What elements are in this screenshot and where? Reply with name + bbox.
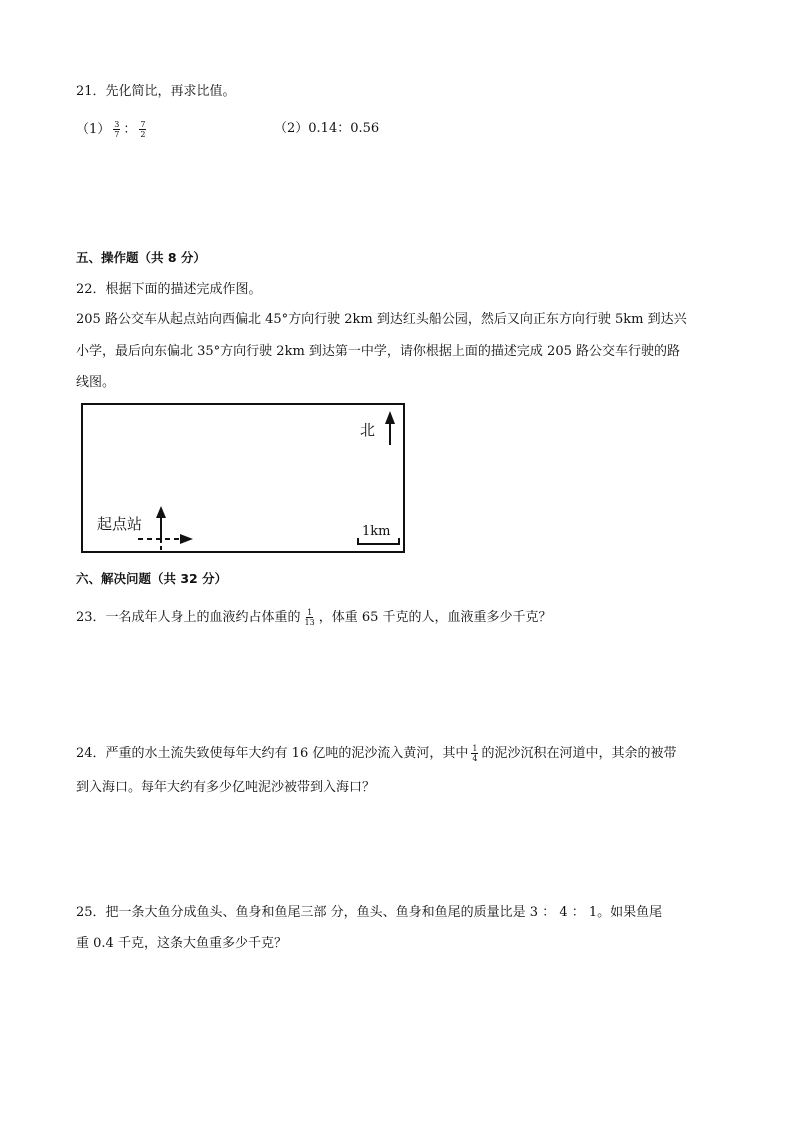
q21-fraction-a: $\frac{3}{7}$ bbox=[114, 120, 120, 139]
section6-title: 六、解决问题（共 32 分） bbox=[76, 571, 228, 586]
start-north-arrow-icon bbox=[156, 506, 166, 518]
q23-fraction: $\frac{1}{13}$ bbox=[304, 608, 315, 627]
q23-text-before: 23．一名成年人身上的血液约占体重的 bbox=[76, 610, 301, 625]
q23-text bbox=[76, 608, 552, 627]
q21-fraction-b: $\frac{7}{2}$ bbox=[140, 120, 146, 139]
route-map-canvas[interactable] bbox=[81, 403, 405, 553]
q24-fraction: $\frac{1}{4}$ bbox=[472, 744, 478, 763]
q21-part1 bbox=[76, 120, 149, 139]
q24-text-after: 的泥沙沉积在河道中，其余的被带 bbox=[481, 746, 677, 761]
north-label: 北 bbox=[360, 421, 376, 439]
q25-line2: 重 0.4 千克，这条大鱼重多少千克？ bbox=[76, 936, 287, 951]
q21-part1-label: （1） bbox=[76, 122, 111, 137]
q22-line3: 线图。 bbox=[76, 375, 116, 390]
start-east-arrow-icon bbox=[180, 534, 193, 544]
q23-text-after: ，体重 65 千克的人，血液重多少千克？ bbox=[318, 610, 552, 625]
scale-label: 1km bbox=[362, 524, 391, 539]
north-arrow-icon bbox=[385, 411, 395, 424]
q21-part2: （2）0.14：0.56 bbox=[274, 121, 380, 136]
q22-title: 22．根据下面的描述完成作图。 bbox=[76, 282, 262, 297]
start-station-label: 起点站 bbox=[97, 515, 143, 533]
q24-text-before: 24．严重的水土流失致使每年大约有 16 亿吨的泥沙流入黄河，其中 bbox=[76, 746, 469, 761]
q24-line2: 到入海口。每年大约有多少亿吨泥沙被带到入海口？ bbox=[76, 780, 376, 795]
q25-line1: 25．把一条大鱼分成鱼头、鱼身和鱼尾三部 分，鱼头、鱼身和鱼尾的质量比是 3 ： 4 ： 1。如果鱼尾 bbox=[76, 905, 663, 920]
q22-line1: 205 路公交车从起点站向西偏北 45°方向行驶 2km 到达红头船公园，然后又向正东方向行驶 5km 到达兴 bbox=[76, 312, 687, 327]
q24-line1 bbox=[76, 744, 676, 763]
q21-title: 21．先化简比，再求比值。 bbox=[76, 84, 236, 99]
q22-line2: 小学，最后向东偏北 35°方向行驶 2km 到达第一中学，请你根据上面的描述完成 205 路公交车行驶的路 bbox=[76, 344, 680, 359]
section5-title: 五、操作题（共 8 分） bbox=[76, 250, 206, 265]
q21-ratio-sign: ： bbox=[123, 122, 137, 137]
